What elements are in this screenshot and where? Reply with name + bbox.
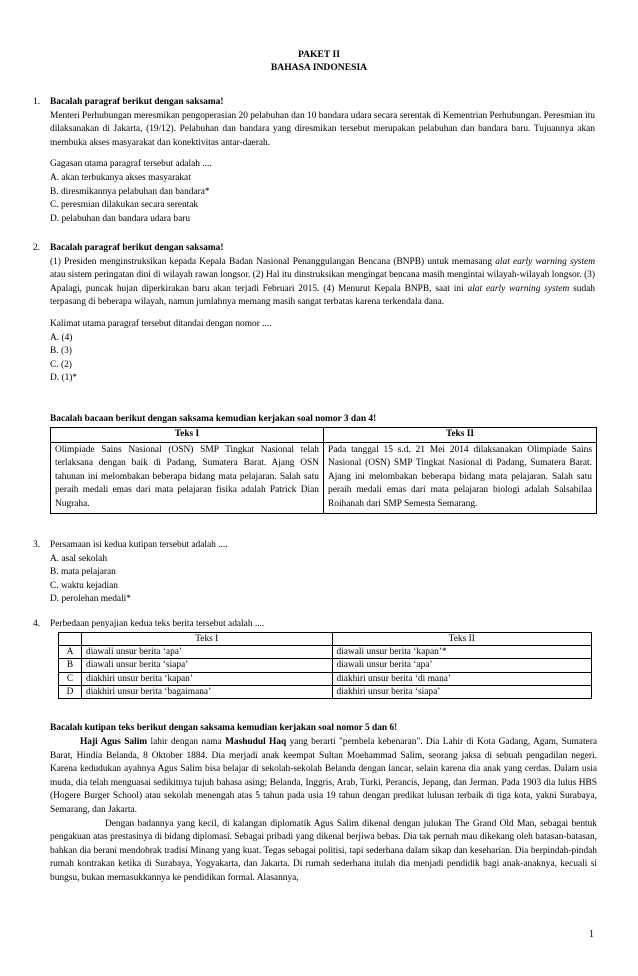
question-number: 4. bbox=[33, 619, 41, 629]
answer-option: C. waktu kejadian bbox=[50, 580, 118, 591]
comparison-table bbox=[58, 632, 592, 699]
question-prompt: Kalimat utama paragraf tersebut ditandai dengan nomor .... bbox=[50, 318, 272, 329]
text-cell: Pada tanggal 15 s.d. 21 Mei 2014 dilaksanakan Olimpiade Sains Nasional (OSN) SMP Tingkat Nasional di Padang, Sumatera Barat. Ajang ini melombakan beberapa bidang mata pelajaran. Salah satu peraih medali emas dari mata pelajaran biologi adalah Salsabilaa Roihanah dari SMP Semesta Semarang. bbox=[324, 442, 597, 513]
table-header: Teks II bbox=[332, 633, 592, 646]
question-prompt: Perbedaan penyajian kedua teks berita tersebut adalah .... bbox=[50, 619, 265, 629]
paragraph: Dengan badannya yang kecil, di kalangan diplomatik Agus Salim dikenal dengan julukan The Grand Old Man, sebagai bentuk pengakuan atas prestasinya di bidang diplomasi. Sebagai pribadi yang dikenal berjiwa bebas. Dia tak pernah mau dikekang oleh batasan-batasan, bahkan dia berani mendobrak tradisi Minang yang kuat. Tegas sebagai politisi, tapi sederhana dalam sikap dan keseharian. Dia berpindah-pindah rumah kontrakan ketika di Surabaya, Yogyakarta, dan Jakarta. Di rumah sederhana itulah dia menjadi pendidik bagi anak-anaknya, kecuali si bungsu, bukan memasukkannya ke pendidikan formal. Alasannya, bbox=[50, 818, 597, 883]
question-prompt: Persamaan isi kedua kutipan tersebut adalah .... bbox=[50, 540, 228, 550]
question-number: 2. bbox=[33, 243, 41, 253]
question-3 bbox=[33, 539, 595, 607]
question-passage: (1) Presiden menginstruksikan kepada Kepala Badan Nasional Penanggulangan Bencana (BNPB) untuk memasang alat early warning system atau sistem peringatan dini di wilayah rawan longsor. (2) Hal itu dinstruksikan mengingat bencana masih mengintai wilayah-wilayah longsor. (3) Apalagi, puncak hujan diperkirakan baru akan terjadi Februari 2015. (4) Menurut Kepala BNPB, saat ini alat early warning system sudah terpasang di beberapa wilayah, namun jumlahnya memang masih sangat terbatas karena terkendala dana. bbox=[50, 256, 595, 308]
reading-instruction: Bacalah bacaan berikut dengan saksama kemudian kerjakan soal nomor 3 dan 4! bbox=[50, 414, 377, 424]
answer-option: D. perolehan medali* bbox=[50, 594, 131, 605]
question-prompt: Gagasan utama paragraf tersebut adalah .... bbox=[50, 159, 212, 170]
question-instruction: Bacalah paragraf berikut dengan saksama! bbox=[50, 243, 224, 253]
question-number: 1. bbox=[33, 97, 41, 107]
page-number: 1 bbox=[589, 929, 594, 940]
question-instruction: Bacalah paragraf berikut dengan saksama! bbox=[50, 97, 224, 107]
reading-table bbox=[50, 427, 597, 514]
reading-passage bbox=[50, 736, 597, 886]
answer-option: D. (1)* bbox=[50, 373, 78, 384]
question-1 bbox=[33, 96, 595, 226]
text-cell: Olimpiade Sains Nasional (OSN) SMP Tingkat Nasional telah terlaksana dengan baik di Padang, Sumatera Barat. Ajang OSN tahunan ini melombakan beberapa bidang mata pelajaran. Salah satu peraih medali emas dari mata pelajaran fisika adalah Patrick Dian Nugraha. bbox=[51, 442, 324, 513]
table-header: Teks I bbox=[51, 428, 324, 443]
question-passage: Menteri Perhubungan meresmikan pengoperasian 20 pelabuhan dan 10 bandara udara secara serentak di Kementrian Perhubungan. Peresmian itu dilaksanakan di Jakarta, (19/12). Pelabuhan dan bandara yang diresmikan tersebut merupakan pelabuhan dan bandara baru. Tujuannya akan membuka akses masyarakat dan konektivitas antar-daerah. bbox=[50, 110, 595, 148]
table-row: A diawali unsur berita ‘apa’ diawali unsur berita ‘kapan’* bbox=[59, 646, 592, 659]
answer-option: A. asal sekolah bbox=[50, 553, 108, 564]
page-title: PAKET II bbox=[297, 49, 341, 60]
table-row: B diawali unsur berita ‘siapa’ diawali unsur berita ‘apa’ bbox=[59, 659, 592, 672]
answer-option: D. pelabuhan dan bandara udara baru bbox=[50, 213, 191, 224]
answer-option: B. (3) bbox=[50, 346, 72, 357]
answer-option: C. peresmian dilakukan secara serentak bbox=[50, 200, 199, 211]
answer-option: C. (2) bbox=[50, 359, 72, 370]
table-header: Teks I bbox=[82, 633, 333, 646]
paragraph: Haji Agus Salim lahir dengan nama Mashudul Haq yang berarti "pembela kebenaran". Dia Lahir di Kota Gadang, Agam, Sumatera Barat, Hindia Belanda, 8 Oktober 1884. Dia merjadi anak keempat Sultan Moehammad Salim, seorang jaksa di sebuah pengadilan negeri. Karena kedudukan ayahnya Agus Salim bisa belajar di sekolah-sekolah Belanda dengan lancar, selain karena dia anak yang cerdas. Dalam usia muda, dia telah menguasai sedikitnya tujuh bahasa asing; Belanda, Inggris, Arab, Turki, Perancis, Jepang, dan Jerman. Pada 1903 dia lulus HBS (Hogere Burger School) atau sekolah menengah atas 5 tahun pada usia 19 tahun dengan predikat lulusan terbaik di tiga kota, yakni Surabaya, Semarang, dan Jakarta. bbox=[50, 737, 597, 815]
question-number: 3. bbox=[33, 540, 41, 550]
answer-option: B. mata pelajaran bbox=[50, 567, 116, 578]
reading-instruction: Bacalah kutipan teks berikut dengan saksama kemudian kerjakan soal nomor 5 dan 6! bbox=[50, 723, 398, 733]
question-4 bbox=[33, 618, 595, 632]
table-row: D diakhiri unsur berita ‘bagaimana’ diakhiri unsur berita ‘siapa’ bbox=[59, 685, 592, 698]
table-header: Teks II bbox=[324, 428, 597, 443]
page-subtitle: BAHASA INDONESIA bbox=[270, 62, 368, 73]
table-row: C diakhiri unsur berita ‘kapan’ diakhiri unsur berita ‘di mana’ bbox=[59, 672, 592, 685]
answer-option: A. (4) bbox=[50, 332, 73, 343]
question-2 bbox=[33, 242, 595, 386]
answer-option: B. diresmikannya pelabuhan dan bandara* bbox=[50, 186, 210, 197]
answer-option: A. akan terbukanya akses masyarakat bbox=[50, 172, 191, 183]
